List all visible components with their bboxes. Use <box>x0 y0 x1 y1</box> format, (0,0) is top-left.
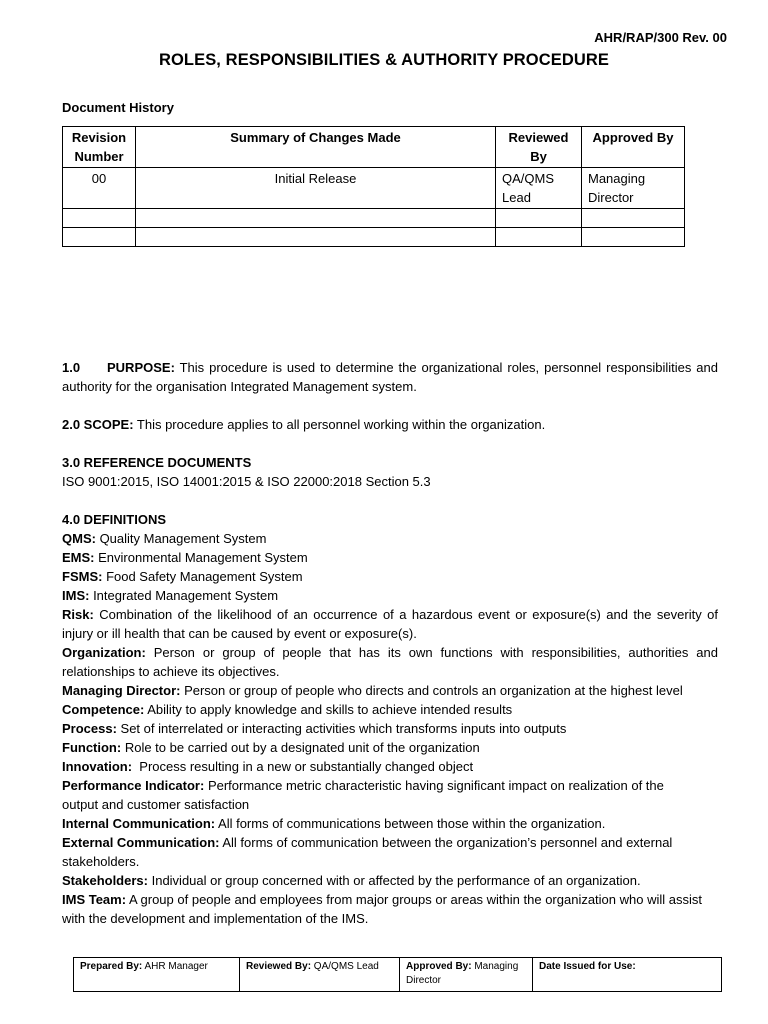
definition-text: Quality Management System <box>95 531 267 546</box>
history-cell <box>496 228 582 247</box>
table-row <box>63 228 685 247</box>
history-cell: 00 <box>63 168 136 209</box>
definition-item <box>62 757 718 776</box>
table-row <box>63 168 685 209</box>
footer-issued <box>533 958 722 992</box>
definition-text: Environmental Management System <box>94 550 308 565</box>
definition-term: IMS Team: <box>62 892 127 907</box>
definition-term: Function: <box>62 740 122 755</box>
definition-text: Set of interrelated or interacting activities which transforms inputs into outputs <box>116 721 567 736</box>
purpose-text: This procedure is used to determine the organizational roles, personnel responsibilities and authority for the organisation Integrated Management system. <box>62 360 718 394</box>
definition-text: Process resulting in a new or substantially changed object <box>132 759 474 774</box>
footer-prepared <box>74 958 240 992</box>
document-history-label: Document History <box>62 100 174 115</box>
definition-text: Person or group of people that has its own functions with responsibilities, authorities and relationships to achieve its objectives. <box>62 645 718 679</box>
definition-term: Managing Director: <box>62 683 181 698</box>
footer-reviewed <box>240 958 400 992</box>
history-cell <box>63 209 136 228</box>
definition-text: Role to be carried out by a designated unit of the organization <box>121 740 480 755</box>
definition-text: Individual or group concerned with or affected by the performance of an organization. <box>147 873 641 888</box>
definition-text: All forms of communications between those within the organization. <box>215 816 606 831</box>
definition-item <box>62 586 718 605</box>
footer-approved-value: Managing Director <box>406 961 519 986</box>
scope-section <box>62 415 718 434</box>
definition-text: Combination of the likelihood of an occurrence of a hazardous event or exposure(s) and the severity of injury or ill health that can be caused by event or exposure(s). <box>62 607 718 641</box>
footer-reviewed-label: Reviewed By: <box>246 961 312 972</box>
scope-text: This procedure applies to all personnel working within the organization. <box>133 417 546 432</box>
history-cell <box>136 209 496 228</box>
definition-term: Competence: <box>62 702 145 717</box>
definition-item <box>62 681 718 700</box>
procedure-body <box>62 358 718 928</box>
definition-item <box>62 548 718 567</box>
definition-text: Performance metric characteristic having significant impact on realization of the output and customer satisfaction <box>62 778 664 812</box>
history-cell: Managing Director <box>582 168 685 209</box>
history-cell: Initial Release <box>136 168 496 209</box>
definition-item <box>62 719 718 738</box>
definition-text: A group of people and employees from major groups or areas within the organization who will assist with the development and implementation of the IMS. <box>62 892 702 926</box>
table-row <box>63 209 685 228</box>
definition-term: EMS: <box>62 550 95 565</box>
scope-label: 2.0 SCOPE: <box>62 417 134 432</box>
definition-item <box>62 605 718 643</box>
definition-term: FSMS: <box>62 569 103 584</box>
definition-item <box>62 567 718 586</box>
references-heading-text: 3.0 REFERENCE DOCUMENTS <box>62 455 252 470</box>
footer-approved <box>400 958 533 992</box>
history-col-summary: Summary of Changes Made <box>136 127 496 168</box>
purpose-section <box>62 358 718 396</box>
footer-issued-label: Date Issued for Use: <box>539 961 636 972</box>
history-col-revision: Revision Number <box>63 127 136 168</box>
definition-term: Internal Communication: <box>62 816 216 831</box>
definition-term: IMS: <box>62 588 90 603</box>
references-heading <box>62 453 718 472</box>
approval-footer <box>73 957 722 992</box>
definition-item <box>62 814 718 833</box>
document-reference: AHR/RAP/300 Rev. 00 <box>594 30 727 45</box>
definition-item <box>62 738 718 757</box>
document-history-table <box>62 126 685 247</box>
history-cell <box>496 209 582 228</box>
purpose-number: 1.0 <box>62 360 81 375</box>
page-title: ROLES, RESPONSIBILITIES & AUTHORITY PROCEDURE <box>158 51 610 69</box>
definition-term: Innovation: <box>62 759 133 774</box>
history-cell: QA/QMS Lead <box>496 168 582 209</box>
definition-item <box>62 871 718 890</box>
definition-text: Food Safety Management System <box>102 569 303 584</box>
footer-approved-label: Approved By: <box>406 961 472 972</box>
definition-term: Organization: <box>62 645 146 660</box>
history-col-reviewed: Reviewed By <box>496 127 582 168</box>
definition-text: Integrated Management System <box>89 588 279 603</box>
footer-row <box>74 958 722 992</box>
history-col-approved: Approved By <box>582 127 685 168</box>
definitions-heading-text: 4.0 DEFINITIONS <box>62 512 167 527</box>
definition-term: External Communication: <box>62 835 220 850</box>
definitions-heading <box>62 510 718 529</box>
definition-item <box>62 529 718 548</box>
definition-term: Stakeholders: <box>62 873 148 888</box>
definition-term: Process: <box>62 721 117 736</box>
footer-prepared-value: AHR Manager <box>142 961 208 972</box>
references-text: ISO 9001:2015, ISO 14001:2015 & ISO 22000:2018 Section 5.3 <box>62 474 431 489</box>
definition-item <box>62 700 718 719</box>
definition-term: Performance Indicator: <box>62 778 205 793</box>
definition-item <box>62 890 718 928</box>
history-header-row <box>63 127 685 168</box>
definition-item <box>62 643 718 681</box>
purpose-label: PURPOSE: <box>107 360 175 375</box>
footer-prepared-label: Prepared By: <box>80 961 143 972</box>
definition-term: Risk: <box>62 607 94 622</box>
history-cell <box>582 209 685 228</box>
definition-term: QMS: <box>62 531 96 546</box>
history-cell <box>136 228 496 247</box>
history-cell <box>63 228 136 247</box>
history-cell <box>582 228 685 247</box>
definition-text: Person or group of people who directs and controls an organization at the highest level <box>180 683 683 698</box>
definition-item <box>62 833 718 871</box>
definition-text: All forms of communication between the organization’s personnel and external stakeholders. <box>62 835 673 869</box>
footer-reviewed-value: QA/QMS Lead <box>311 961 379 972</box>
definition-item <box>62 776 718 814</box>
definition-text: Ability to apply knowledge and skills to achieve intended results <box>144 702 513 717</box>
